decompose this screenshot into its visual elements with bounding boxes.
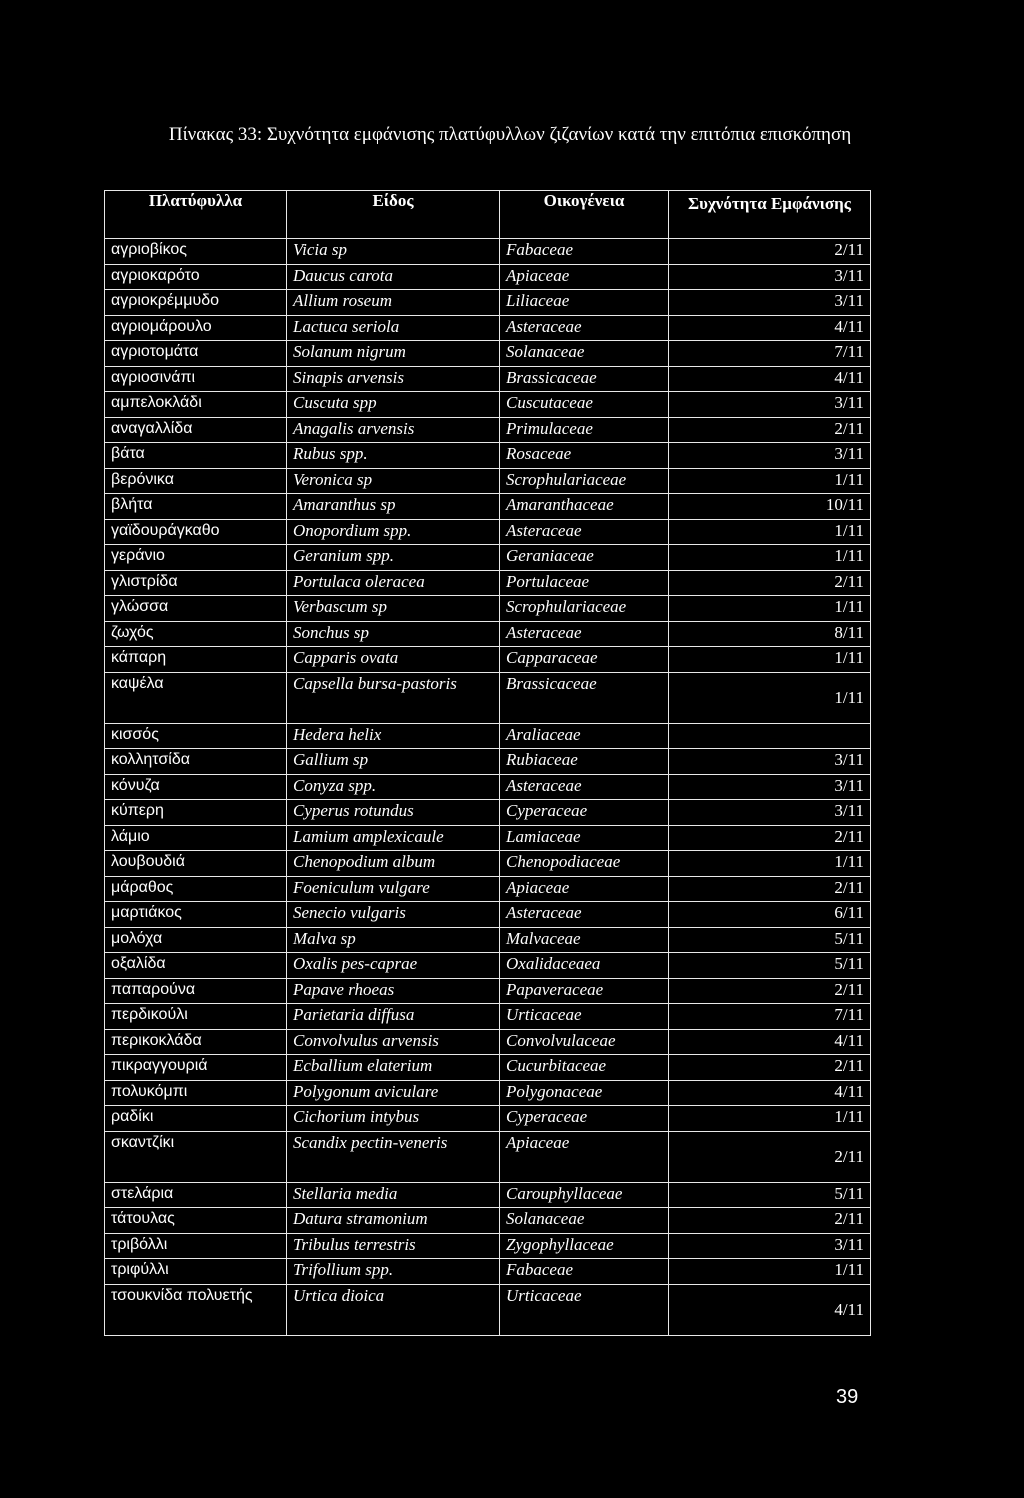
table-row xyxy=(105,749,871,775)
table-header-row xyxy=(105,191,871,239)
cell-species: Allium roseum xyxy=(287,290,500,316)
cell-family: Apiaceae xyxy=(500,264,669,290)
cell-frequency: 2/11 xyxy=(669,1131,871,1182)
table-row xyxy=(105,545,871,571)
cell-family: Geraniaceae xyxy=(500,545,669,571)
cell-family: Solanaceae xyxy=(500,1208,669,1234)
cell-species: Cuscuta spp xyxy=(287,392,500,418)
cell-common-name: ζωχός xyxy=(105,621,287,647)
cell-family: Urticaceae xyxy=(500,1284,669,1335)
cell-species: Trifollium spp. xyxy=(287,1259,500,1285)
cell-frequency: 1/11 xyxy=(669,468,871,494)
table-row xyxy=(105,876,871,902)
table-row xyxy=(105,315,871,341)
table-row xyxy=(105,1259,871,1285)
cell-common-name: αγριομάρουλο xyxy=(105,315,287,341)
cell-frequency: 2/11 xyxy=(669,825,871,851)
cell-family: Carouphyllaceae xyxy=(500,1182,669,1208)
cell-family: Araliaceae xyxy=(500,723,669,749)
table-row xyxy=(105,1029,871,1055)
cell-family: Oxalidaceaea xyxy=(500,953,669,979)
table-row xyxy=(105,1055,871,1081)
cell-common-name: τάτουλας xyxy=(105,1208,287,1234)
cell-family: Cyperaceae xyxy=(500,1106,669,1132)
cell-common-name: λουβουδιά xyxy=(105,851,287,877)
table-row xyxy=(105,264,871,290)
cell-common-name: γαϊδουράγκαθο xyxy=(105,519,287,545)
table-row xyxy=(105,519,871,545)
cell-frequency: 1/11 xyxy=(669,672,871,723)
cell-species: Hedera helix xyxy=(287,723,500,749)
cell-frequency: 4/11 xyxy=(669,315,871,341)
cell-frequency: 4/11 xyxy=(669,1284,871,1335)
cell-common-name: τριφύλλι xyxy=(105,1259,287,1285)
cell-common-name: βάτα xyxy=(105,443,287,469)
table-row xyxy=(105,1004,871,1030)
cell-common-name: αναγαλλίδα xyxy=(105,417,287,443)
cell-species: Cichorium intybus xyxy=(287,1106,500,1132)
cell-species: Oxalis pes-caprae xyxy=(287,953,500,979)
cell-common-name: μολόχα xyxy=(105,927,287,953)
cell-common-name: γλιστρίδα xyxy=(105,570,287,596)
cell-species: Geranium spp. xyxy=(287,545,500,571)
table-row xyxy=(105,1284,871,1335)
table-row xyxy=(105,978,871,1004)
cell-family: Cyperaceae xyxy=(500,800,669,826)
table-row xyxy=(105,468,871,494)
column-header-common-name: Πλατύφυλλα xyxy=(105,191,287,239)
table-row xyxy=(105,341,871,367)
table-row xyxy=(105,494,871,520)
cell-common-name: μαρτιάκος xyxy=(105,902,287,928)
cell-species: Urtica dioica xyxy=(287,1284,500,1335)
table-row xyxy=(105,290,871,316)
cell-frequency: 6/11 xyxy=(669,902,871,928)
table-row xyxy=(105,825,871,851)
cell-frequency: 2/11 xyxy=(669,570,871,596)
cell-frequency: 1/11 xyxy=(669,545,871,571)
table-row xyxy=(105,239,871,265)
cell-family: Cuscutaceae xyxy=(500,392,669,418)
cell-family: Brassicaceae xyxy=(500,672,669,723)
table-row xyxy=(105,723,871,749)
cell-frequency: 1/11 xyxy=(669,1259,871,1285)
cell-species: Senecio vulgaris xyxy=(287,902,500,928)
cell-species: Chenopodium album xyxy=(287,851,500,877)
cell-species: Malva sp xyxy=(287,927,500,953)
cell-family: Apiaceae xyxy=(500,1131,669,1182)
table-row xyxy=(105,1080,871,1106)
cell-common-name: λάμιο xyxy=(105,825,287,851)
cell-species: Lamium amplexicaule xyxy=(287,825,500,851)
table-row xyxy=(105,621,871,647)
table-row xyxy=(105,1106,871,1132)
cell-frequency: 8/11 xyxy=(669,621,871,647)
cell-common-name: καψέλα xyxy=(105,672,287,723)
cell-frequency: 3/11 xyxy=(669,749,871,775)
cell-family: Asteraceae xyxy=(500,774,669,800)
cell-family: Fabaceae xyxy=(500,1259,669,1285)
table-row xyxy=(105,774,871,800)
cell-family: Asteraceae xyxy=(500,519,669,545)
cell-species: Portulaca oleracea xyxy=(287,570,500,596)
cell-species: Amaranthus sp xyxy=(287,494,500,520)
cell-frequency: 2/11 xyxy=(669,1055,871,1081)
table-row xyxy=(105,366,871,392)
table-row xyxy=(105,647,871,673)
cell-common-name: αγριοκαρότο xyxy=(105,264,287,290)
cell-common-name: κισσός xyxy=(105,723,287,749)
cell-common-name: περικοκλάδα xyxy=(105,1029,287,1055)
cell-common-name: περδικούλι xyxy=(105,1004,287,1030)
cell-common-name: τσουκνίδα πολυετής xyxy=(105,1284,287,1335)
cell-common-name: στελάρια xyxy=(105,1182,287,1208)
cell-frequency: 1/11 xyxy=(669,647,871,673)
cell-species: Vicia sp xyxy=(287,239,500,265)
cell-species: Conyza spp. xyxy=(287,774,500,800)
cell-species: Scandix pectin-veneris xyxy=(287,1131,500,1182)
cell-family: Convolvulaceae xyxy=(500,1029,669,1055)
cell-common-name: ραδίκι xyxy=(105,1106,287,1132)
cell-common-name: κάπαρη xyxy=(105,647,287,673)
cell-family: Malvaceae xyxy=(500,927,669,953)
cell-common-name: μάραθος xyxy=(105,876,287,902)
cell-frequency: 2/11 xyxy=(669,239,871,265)
cell-species: Verbascum sp xyxy=(287,596,500,622)
table-row xyxy=(105,1233,871,1259)
column-header-frequency: Συχνότητα Εμφάνισης xyxy=(669,191,871,239)
cell-family: Scrophulariaceae xyxy=(500,596,669,622)
cell-common-name: γλώσσα xyxy=(105,596,287,622)
cell-common-name: παπαρούνα xyxy=(105,978,287,1004)
cell-species: Stellaria media xyxy=(287,1182,500,1208)
cell-family: Amaranthaceae xyxy=(500,494,669,520)
table-caption: Πίνακας 33: Συχνότητα εμφάνισης πλατύφυλλων ζιζανίων κατά την επιτόπια επισκόπηση xyxy=(168,124,852,145)
cell-common-name: βερόνικα xyxy=(105,468,287,494)
cell-frequency: 1/11 xyxy=(669,1106,871,1132)
cell-frequency: 2/11 xyxy=(669,978,871,1004)
cell-species: Daucus carota xyxy=(287,264,500,290)
cell-frequency: 2/11 xyxy=(669,876,871,902)
cell-family: Asteraceae xyxy=(500,621,669,647)
cell-family: Lamiaceae xyxy=(500,825,669,851)
cell-common-name: αμπελοκλάδι xyxy=(105,392,287,418)
cell-species: Lactuca seriola xyxy=(287,315,500,341)
cell-frequency: 4/11 xyxy=(669,366,871,392)
cell-common-name: οξαλίδα xyxy=(105,953,287,979)
column-header-species: Είδος xyxy=(287,191,500,239)
cell-family: Scrophulariaceae xyxy=(500,468,669,494)
cell-frequency: 3/11 xyxy=(669,443,871,469)
cell-family: Polygonaceae xyxy=(500,1080,669,1106)
cell-frequency: 7/11 xyxy=(669,341,871,367)
cell-common-name: σκαντζίκι xyxy=(105,1131,287,1182)
table-row xyxy=(105,851,871,877)
weeds-frequency-table xyxy=(104,190,871,1336)
table-row xyxy=(105,1208,871,1234)
cell-frequency: 3/11 xyxy=(669,774,871,800)
page-number: 39 xyxy=(836,1386,859,1408)
cell-species: Onopordium spp. xyxy=(287,519,500,545)
cell-species: Ecballium elaterium xyxy=(287,1055,500,1081)
table-row xyxy=(105,1182,871,1208)
cell-species: Papave rhoeas xyxy=(287,978,500,1004)
cell-common-name: γεράνιο xyxy=(105,545,287,571)
cell-family: Asteraceae xyxy=(500,902,669,928)
table-row xyxy=(105,953,871,979)
cell-common-name: πικραγγουριά xyxy=(105,1055,287,1081)
cell-frequency: 4/11 xyxy=(669,1029,871,1055)
cell-species: Veronica sp xyxy=(287,468,500,494)
table-row xyxy=(105,392,871,418)
cell-frequency: 7/11 xyxy=(669,1004,871,1030)
table-row xyxy=(105,672,871,723)
cell-family: Asteraceae xyxy=(500,315,669,341)
cell-species: Anagalis arvensis xyxy=(287,417,500,443)
cell-frequency: 2/11 xyxy=(669,1208,871,1234)
cell-family: Solanaceae xyxy=(500,341,669,367)
cell-species: Sinapis arvensis xyxy=(287,366,500,392)
cell-family: Fabaceae xyxy=(500,239,669,265)
cell-family: Primulaceae xyxy=(500,417,669,443)
cell-species: Tribulus terrestris xyxy=(287,1233,500,1259)
cell-frequency: 5/11 xyxy=(669,1182,871,1208)
cell-family: Chenopodiaceae xyxy=(500,851,669,877)
cell-frequency: 3/11 xyxy=(669,264,871,290)
cell-common-name: βλήτα xyxy=(105,494,287,520)
cell-family: Zygophyllaceae xyxy=(500,1233,669,1259)
cell-species: Rubus spp. xyxy=(287,443,500,469)
cell-common-name: αγριοσινάπι xyxy=(105,366,287,392)
cell-species: Solanum nigrum xyxy=(287,341,500,367)
cell-common-name: αγριοβίκος xyxy=(105,239,287,265)
table-row xyxy=(105,570,871,596)
cell-family: Cucurbitaceae xyxy=(500,1055,669,1081)
cell-common-name: κόνυζα xyxy=(105,774,287,800)
cell-family: Brassicaceae xyxy=(500,366,669,392)
cell-common-name: πολυκόμπι xyxy=(105,1080,287,1106)
table-row xyxy=(105,443,871,469)
cell-species: Capparis ovata xyxy=(287,647,500,673)
cell-frequency: 3/11 xyxy=(669,1233,871,1259)
cell-common-name: κύπερη xyxy=(105,800,287,826)
table-row xyxy=(105,417,871,443)
cell-frequency: 3/11 xyxy=(669,800,871,826)
cell-common-name: κολλητσίδα xyxy=(105,749,287,775)
cell-frequency xyxy=(669,723,871,749)
cell-species: Sonchus sp xyxy=(287,621,500,647)
cell-family: Urticaceae xyxy=(500,1004,669,1030)
cell-frequency: 10/11 xyxy=(669,494,871,520)
table-row xyxy=(105,927,871,953)
cell-frequency: 5/11 xyxy=(669,953,871,979)
cell-common-name: αγριοτομάτα xyxy=(105,341,287,367)
cell-common-name: τριβόλλι xyxy=(105,1233,287,1259)
column-header-family: Οικογένεια xyxy=(500,191,669,239)
cell-family: Rubiaceae xyxy=(500,749,669,775)
cell-species: Datura stramonium xyxy=(287,1208,500,1234)
cell-frequency: 2/11 xyxy=(669,417,871,443)
cell-common-name: αγριοκρέμμυδο xyxy=(105,290,287,316)
cell-species: Capsella bursa-pastoris xyxy=(287,672,500,723)
cell-frequency: 3/11 xyxy=(669,392,871,418)
cell-frequency: 3/11 xyxy=(669,290,871,316)
cell-family: Capparaceae xyxy=(500,647,669,673)
cell-species: Polygonum aviculare xyxy=(287,1080,500,1106)
cell-family: Papaveraceae xyxy=(500,978,669,1004)
table-row xyxy=(105,902,871,928)
table-body xyxy=(105,239,871,1336)
cell-species: Cyperus rotundus xyxy=(287,800,500,826)
cell-frequency: 1/11 xyxy=(669,596,871,622)
cell-species: Gallium sp xyxy=(287,749,500,775)
cell-family: Portulaceae xyxy=(500,570,669,596)
cell-frequency: 1/11 xyxy=(669,851,871,877)
cell-frequency: 5/11 xyxy=(669,927,871,953)
table-row xyxy=(105,596,871,622)
cell-species: Convolvulus arvensis xyxy=(287,1029,500,1055)
cell-frequency: 1/11 xyxy=(669,519,871,545)
table-row xyxy=(105,800,871,826)
cell-family: Rosaceae xyxy=(500,443,669,469)
cell-family: Liliaceae xyxy=(500,290,669,316)
cell-frequency: 4/11 xyxy=(669,1080,871,1106)
cell-species: Foeniculum vulgare xyxy=(287,876,500,902)
table-row xyxy=(105,1131,871,1182)
cell-family: Apiaceae xyxy=(500,876,669,902)
cell-species: Parietaria diffusa xyxy=(287,1004,500,1030)
